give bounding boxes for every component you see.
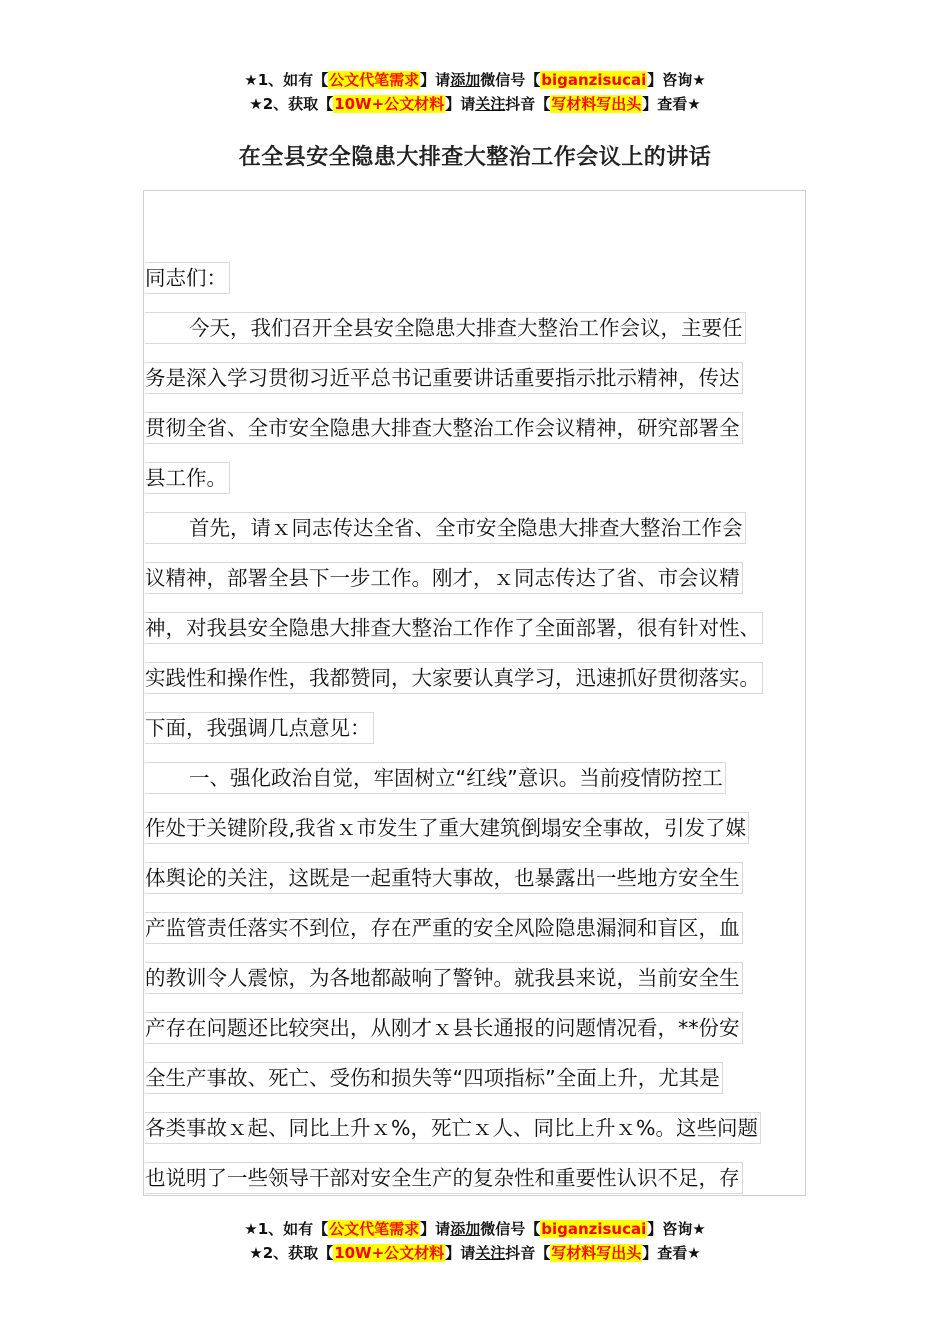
text-line: 一、强化政治自觉，牢固树立“红线”意识。当前疫情防控工: [145, 753, 805, 803]
document-body: [145, 253, 805, 1203]
header-banner: [0, 68, 950, 116]
text-line: 体舆论的关注，这既是一起重特大事故，也暴露出一些地方安全生: [145, 853, 805, 903]
text-line: 议精神，部署全县下一步工作。刚才，ｘ同志传达了省、市会议精: [145, 553, 805, 603]
text-line: 产存在问题还比较突出，从刚才ｘ县长通报的问题情况看，**份安: [145, 1003, 805, 1053]
highlight-writing-service: 公文代笔需求: [329, 1220, 420, 1238]
text-line: 同志们：: [145, 253, 805, 303]
text-line: 实践性和操作性，我都赞同，大家要认真学习，迅速抓好贯彻落实。: [145, 653, 805, 703]
text-line: 产监管责任落实不到位，存在严重的安全风险隐患漏洞和盲区，血: [145, 903, 805, 953]
text-line: 今天，我们召开全县安全隐患大排查大整治工作会议，主要任: [145, 303, 805, 353]
highlight-douyin-account: 写材料写出头: [551, 1244, 642, 1262]
text-line: 也说明了一些领导干部对安全生产的复杂性和重要性认识不足，存: [145, 1153, 805, 1203]
text-line: 作处于关键阶段,我省ｘ市发生了重大建筑倒塌安全事故，引发了媒: [145, 803, 805, 853]
text-line: 县工作。: [145, 453, 805, 503]
text-line: 神，对我县安全隐患大排查大整治工作作了全面部署，很有针对性、: [145, 603, 805, 653]
footer-banner: [0, 1217, 950, 1265]
highlight-writing-service: 公文代笔需求: [329, 71, 420, 89]
document-title: 在全县安全隐患大排查大整治工作会议上的讲话: [238, 145, 712, 170]
highlight-wechat-id: biganzisucai: [541, 1220, 647, 1238]
banner-line-2: ★2、获取【10W+公文材料】请关注抖音【写材料写出头】查看★: [249, 95, 701, 113]
text-line: 下面，我强调几点意见：: [145, 703, 805, 753]
highlight-materials: 10W+公文材料: [334, 1244, 445, 1262]
banner-line-2: ★2、获取【10W+公文材料】请关注抖音【写材料写出头】查看★: [249, 1244, 701, 1262]
highlight-douyin-account: 写材料写出头: [551, 95, 642, 113]
highlight-wechat-id: biganzisucai: [541, 71, 647, 89]
text-line: 首先，请ｘ同志传达全省、全市安全隐患大排查大整治工作会: [145, 503, 805, 553]
banner-line-1: ★1、如有【公文代笔需求】请添加微信号【biganzisucai】咨询★: [244, 1220, 706, 1238]
text-line: 各类事故ｘ起、同比上升ｘ%，死亡ｘ人、同比上升ｘ%。这些问题: [145, 1103, 805, 1153]
text-line: 的教训令人震惊，为各地都敲响了警钟。就我县来说，当前安全生: [145, 953, 805, 1003]
text-line: 务是深入学习贯彻习近平总书记重要讲话重要指示批示精神，传达: [145, 353, 805, 403]
text-line: 全生产事故、死亡、受伤和损失等“四项指标”全面上升，尤其是: [145, 1053, 805, 1103]
text-line: 贯彻全省、全市安全隐患大排查大整治工作会议精神，研究部署全: [145, 403, 805, 453]
banner-line-1: ★1、如有【公文代笔需求】请添加微信号【biganzisucai】咨询★: [244, 71, 706, 89]
highlight-materials: 10W+公文材料: [334, 95, 445, 113]
